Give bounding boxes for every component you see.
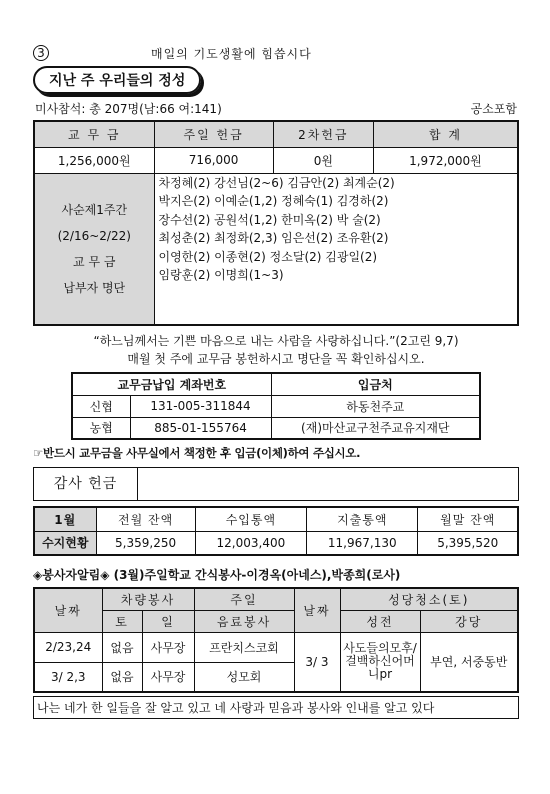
finance-month: 1월: [34, 507, 96, 531]
donor-line: 임랑훈(2) 이명희(1~3): [158, 268, 284, 282]
finance-header: 월말 잔액: [418, 507, 518, 531]
finance-header: 지출통액: [307, 507, 418, 531]
finance-header: 수입통액: [195, 507, 306, 531]
clean-hall: 부연, 서중동반: [420, 632, 518, 692]
payment-notice: ☞반드시 교무금을 사무실에서 책정한 후 입금(이체)하여 주십시오.: [33, 446, 361, 460]
donor-list-label: 사순제1주간 (2/16~2/22) 교 무 금 납부자 명단: [34, 173, 154, 325]
clean-date: 3/ 3: [294, 632, 340, 692]
account-row: 농협 885-01-155764 (재)마산교구천주교유지재단: [72, 417, 480, 439]
sanctuary-header: 성전: [340, 610, 420, 632]
donor-names: [154, 173, 518, 325]
account-table: [71, 372, 481, 440]
clean-header: 성당청소(토): [340, 588, 518, 610]
scripture-quote: “하느님께서는 기쁜 마음으로 내는 사람을 사랑하십니다.”(2고린 9,7) 매월 첫 주에 교무금 봉헌하시고 명단을 꼭 확인하십시오.: [93, 334, 459, 366]
donor-line: 최성춘(2) 최정화(2,3) 임은선(2) 조유환(2): [158, 231, 389, 245]
volunteer-notice: ◈봉사자알림◈ (3월)주일학교 간식봉사-이경옥(아네스),박종희(로사): [33, 568, 401, 582]
donor-line: 장수선(2) 공원석(1,2) 한미옥(2) 박 술(2): [158, 212, 381, 227]
finance-status-label: 수지현황: [34, 531, 96, 555]
offering-value: 1,972,000원: [373, 147, 518, 173]
schedule-date-header: 날짜: [34, 588, 102, 632]
attendance-note: 공소포함: [470, 102, 517, 116]
hall-header: 강당: [420, 610, 518, 632]
thanks-offering-content: [138, 468, 518, 500]
page-number: 3: [33, 45, 49, 61]
donor-line: 차정혜(2) 강선님(2~6) 김금안(2) 최계순(2): [158, 175, 395, 190]
page-header: [33, 42, 519, 64]
page-motto: 매일의 기도생활에 힘씁시다: [151, 47, 312, 61]
donor-line: 박지은(2) 이예순(1,2) 정혜숙(1) 김경하(2): [158, 194, 389, 208]
offering-table: [33, 120, 519, 326]
finance-table: [33, 506, 519, 556]
clean-date-header: 날짜: [294, 588, 340, 632]
account-header: 입금처: [271, 373, 480, 395]
finance-value: 5,359,250: [96, 531, 195, 555]
offering-value: 716,000: [154, 147, 273, 173]
offering-header: 주일 헌금: [154, 121, 273, 147]
offering-header: 교 무 금: [34, 121, 154, 147]
schedule-row: 3/ 2,3 없음 사무장 성모회: [34, 662, 518, 692]
account-row: 신협 131-005-311844 하동천주교: [72, 395, 480, 417]
schedule-row: 2/23,24 없음 사무장 프란치스코회 3/ 3 사도들의모후/걸백하신어머니pr 부연, 서중동반: [34, 632, 518, 662]
attendance-count: 미사참석: 총 207명(남:66 여:141): [35, 102, 222, 116]
finance-value: 12,003,400: [195, 531, 306, 555]
offering-value: 1,256,000원: [34, 147, 154, 173]
thanks-offering-box: [33, 467, 519, 501]
vehicle-sun-header: 일: [142, 610, 194, 632]
drink-header-2: 음료봉사: [194, 610, 294, 632]
section-title: 지난 주 우리들의 정성: [33, 66, 201, 94]
offering-value: 0원: [273, 147, 373, 173]
clean-sanctuary: 사도들의모후/걸백하신어머니pr: [340, 632, 420, 692]
offering-header: 합 계: [373, 121, 518, 147]
footer-verse: 나는 네가 한 일들을 잘 알고 있고 네 사랑과 믿음과 봉사와 인내를 알고 있다: [33, 696, 519, 719]
vehicle-header: 차량봉사: [102, 588, 194, 610]
bulletin-page: [33, 42, 519, 719]
thanks-offering-label: 감사 헌금: [34, 468, 138, 500]
finance-value: 5,395,520: [418, 531, 518, 555]
volunteer-schedule-table: [33, 587, 519, 693]
vehicle-sat-header: 토: [102, 610, 142, 632]
finance-value: 11,967,130: [307, 531, 418, 555]
donor-line: 이영한(2) 이종현(2) 정소달(2) 김광일(2): [158, 249, 378, 264]
finance-header: 전월 잔액: [96, 507, 195, 531]
offering-header: 2차헌금: [273, 121, 373, 147]
account-header: 교무금납입 계좌번호: [72, 373, 271, 395]
mass-attendance: [33, 100, 519, 117]
drink-header: 주일: [194, 588, 294, 610]
